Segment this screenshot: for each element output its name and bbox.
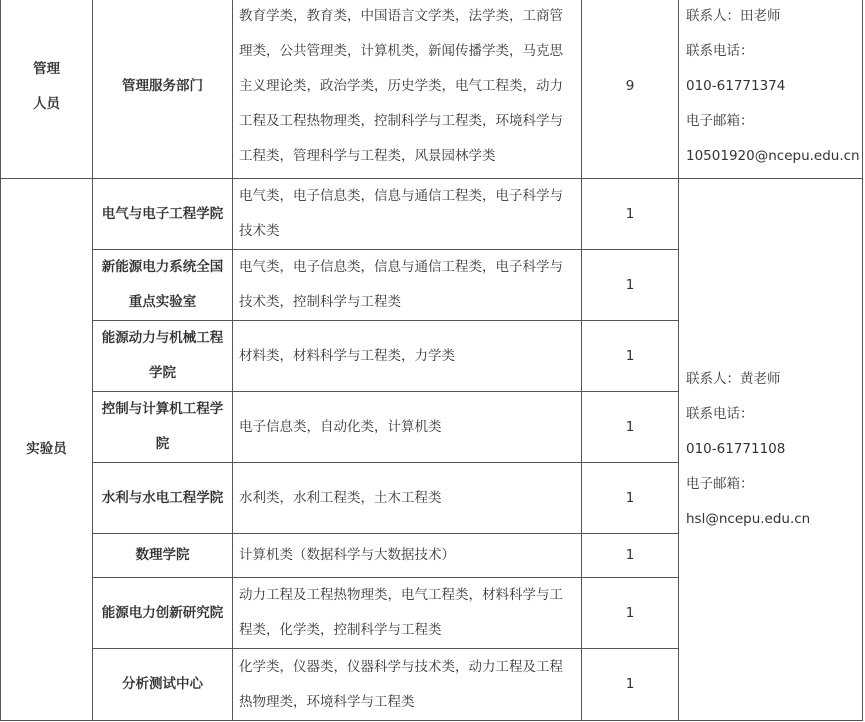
majors-cell: 水利类，水利工程类，土木工程类 (233, 463, 582, 534)
table-row (1, 179, 863, 250)
majors-cell: 电气类，电子信息类，信息与通信工程类，电子科学与技术类 (233, 179, 582, 250)
department-cell: 能源电力创新研究院 (93, 578, 233, 649)
majors-cell: 计算机类（数据科学与大数据技术） (233, 534, 582, 578)
department-cell: 水利与水电工程学院 (93, 463, 233, 534)
department-cell: 电气与电子工程学院 (93, 179, 233, 250)
contact-person: 联系人：黄老师 (686, 371, 781, 387)
contact-phone: 010-61771108 (686, 441, 786, 457)
majors-cell: 电气类，电子信息类，信息与通信工程类，电子科学与技术类，控制科学与工程类 (233, 250, 582, 321)
headcount-cell: 1 (582, 392, 679, 463)
contact-phone-label: 联系电话： (686, 43, 754, 59)
table-row (1, 0, 863, 179)
contact-phone: 010-61771374 (686, 78, 786, 94)
contact-email-label: 电子邮箱： (686, 113, 754, 129)
department-cell: 分析测试中心 (93, 649, 233, 721)
category-label: 实验员 (26, 441, 67, 457)
majors-cell: 化学类，仪器类，仪器科学与技术类，动力工程及工程热物理类，环境科学与工程类 (233, 649, 582, 721)
category-cell (1, 0, 93, 179)
majors-cell: 教育学类，教育类，中国语言文学类，法学类，工商管理类，公共管理类，计算机类，新闻传播学类，马克思主义理论类，政治学类，历史学类，电气工程类，动力工程及工程热物理类，控制科学与工程类，环境科学与工程类，管理科学与工程类，风景园林学类 (233, 0, 582, 179)
contact-email-label: 电子邮箱： (686, 476, 754, 492)
headcount-cell: 1 (582, 578, 679, 649)
department-cell: 新能源电力系统全国重点实验室 (93, 250, 233, 321)
department-cell: 控制与计算机工程学院 (93, 392, 233, 463)
contact-person: 联系人：田老师 (686, 8, 781, 24)
headcount-cell: 1 (582, 534, 679, 578)
majors-cell: 材料类，材料科学与工程类，力学类 (233, 321, 582, 392)
contact-email: hsl@ncepu.edu.cn (686, 511, 811, 527)
headcount-cell: 1 (582, 321, 679, 392)
department-cell: 管理服务部门 (93, 0, 233, 179)
department-cell: 数理学院 (93, 534, 233, 578)
headcount-cell: 1 (582, 649, 679, 721)
contact-phone-label: 联系电话： (686, 406, 754, 422)
category-cell (1, 179, 93, 721)
majors-cell: 动力工程及工程热物理类，电气工程类，材料科学与工程类，化学类，控制科学与工程类 (233, 578, 582, 649)
headcount-cell: 1 (582, 463, 679, 534)
headcount-cell: 9 (582, 0, 679, 179)
contact-cell (679, 179, 863, 721)
majors-cell: 电子信息类，自动化类，计算机类 (233, 392, 582, 463)
department-cell: 能源动力与机械工程学院 (93, 321, 233, 392)
contact-cell (679, 0, 863, 179)
headcount-cell: 1 (582, 179, 679, 250)
category-label: 管理 人员 (33, 60, 60, 112)
contact-email: 10501920@ncepu.edu.cn (686, 148, 860, 164)
headcount-cell: 1 (582, 250, 679, 321)
